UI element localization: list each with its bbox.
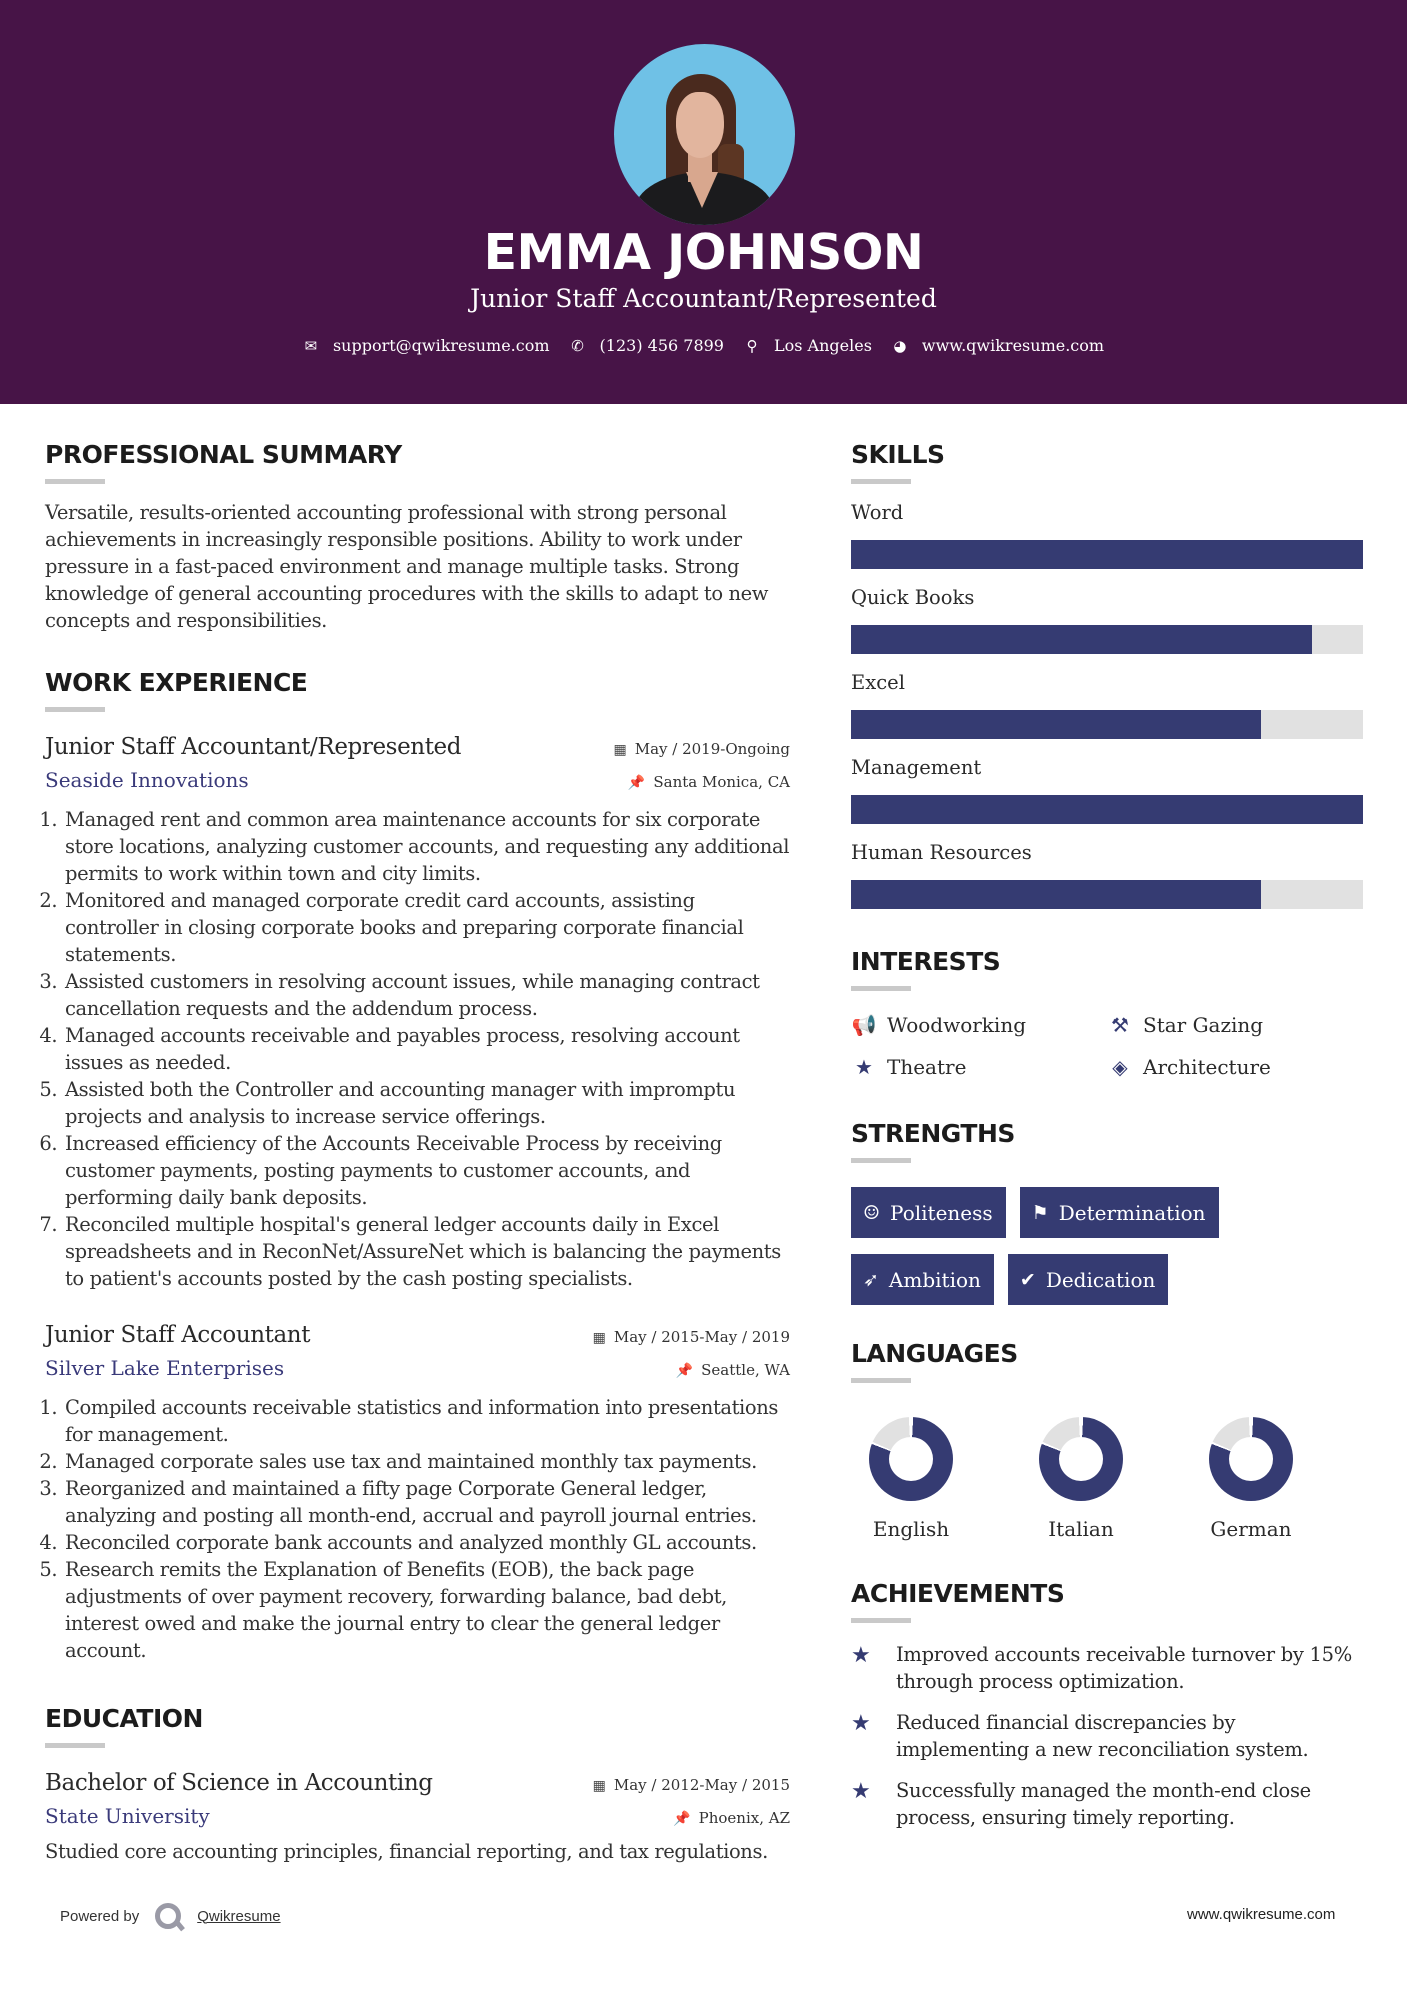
shooting-star-icon: ★ <box>851 1779 871 1804</box>
section-heading: STRENGTHS <box>851 1119 1015 1148</box>
list-item: 2. Monitored and managed corporate credit card accounts, assisting controller in closing corporate books and preparing corporate financial statements. <box>63 887 790 968</box>
list-item: 4. Reconciled corporate bank accounts and analyzed monthly GL accounts. <box>63 1529 790 1556</box>
calendar-icon: ▦ <box>592 1330 606 1346</box>
list-item: 3. Reorganized and maintained a fifty page Corporate General ledger, analyzing and posting all month-end, accrual and payroll journal entries. <box>63 1475 790 1529</box>
contact-email[interactable] <box>303 336 550 355</box>
language-donut-chart <box>1209 1417 1293 1501</box>
language-donut-chart <box>869 1417 953 1501</box>
company-name: Seaside Innovations <box>45 768 249 792</box>
pushpin-icon: 📌 <box>675 1363 694 1379</box>
strength-chip: ✔ Dedication <box>1008 1254 1168 1305</box>
achievement-item: ★ Successfully managed the month-end close process, ensuring timely reporting. <box>851 1779 1311 1829</box>
list-item: 3. Assisted customers in resolving account issues, while managing contract cancellation requests and the addendum process. <box>63 968 790 1022</box>
skill-label: Management <box>851 756 982 779</box>
bullhorn-icon: 📢 <box>851 1013 877 1037</box>
skills-section <box>851 440 1363 909</box>
list-item: 5. Assisted both the Controller and accounting manager with impromptu projects and analysis to increase service offerings. <box>63 1076 790 1130</box>
contact-website[interactable] <box>892 336 1104 355</box>
list-item: 1. Compiled accounts receivable statistics and information into presentations for management. <box>63 1394 790 1448</box>
phone-icon: ✆ <box>571 336 584 355</box>
skills-list <box>851 501 1363 909</box>
left-column <box>45 440 790 1863</box>
strengths-section <box>851 1119 1363 1305</box>
job-entry <box>45 1322 790 1664</box>
achievements-list <box>851 1641 1363 1831</box>
shooting-star-icon: ★ <box>851 1643 871 1668</box>
skill-label: Quick Books <box>851 586 975 609</box>
achievement-item: ★ Improved accounts receivable turnover by 15% through process optimization. <box>851 1643 1352 1693</box>
interest-item: ⚒ Star Gazing <box>1107 1013 1363 1037</box>
section-heading: LANGUAGES <box>851 1339 1018 1368</box>
heading-underline <box>45 707 105 712</box>
pushpin-icon: 📌 <box>627 775 646 791</box>
rocket-icon: ➶ <box>863 1268 879 1291</box>
language-item <box>1021 1417 1191 1541</box>
qwikresume-link[interactable]: Qwikresume <box>197 1907 281 1925</box>
star-icon: ★ <box>855 1055 873 1079</box>
right-column <box>851 440 1363 1845</box>
skill-bar <box>851 880 1363 909</box>
achievements-section <box>851 1579 1363 1831</box>
interest-item: ◈ Architecture <box>1107 1055 1363 1079</box>
skill-bar-fill <box>851 710 1261 739</box>
pushpin-icon: 📌 <box>673 1811 691 1827</box>
skill-bar-fill <box>851 795 1363 824</box>
skill-label: Word <box>851 501 904 524</box>
calendar-icon: ▦ <box>613 742 627 758</box>
job-title: Junior Staff Accountant <box>45 1322 311 1348</box>
skill-bar-fill <box>851 880 1261 909</box>
calendar-icon: ▦ <box>592 1778 606 1794</box>
language-item <box>1191 1417 1361 1541</box>
smile-icon: ☺ <box>863 1201 881 1224</box>
language-item <box>851 1417 1021 1541</box>
language-donut-chart <box>1039 1417 1123 1501</box>
language-label: German <box>1210 1517 1292 1541</box>
job-bullets <box>45 1394 790 1664</box>
education-entry <box>45 1770 790 1863</box>
heading-underline <box>45 1743 105 1748</box>
powered-by-label: Powered by <box>60 1907 140 1925</box>
skill-label: Excel <box>851 671 905 694</box>
job-bullets <box>45 806 790 1292</box>
experience-section <box>45 668 790 1664</box>
heading-underline <box>851 479 911 484</box>
map-marker-icon: ⚲ <box>746 336 758 355</box>
strength-chip: ☺ Politeness <box>851 1187 1006 1238</box>
education-description: Studied core accounting principles, financial reporting, and tax regulations. <box>45 1840 768 1863</box>
section-heading: WORK EXPERIENCE <box>45 668 308 697</box>
languages-section <box>851 1339 1363 1541</box>
strength-chip: ➶ Ambition <box>851 1254 994 1305</box>
candidate-title: Junior Staff Accountant/Represented <box>470 284 937 313</box>
website-text: www.qwikresume.com <box>921 336 1105 355</box>
heading-underline <box>851 986 911 991</box>
footer-url[interactable]: www.qwikresume.com <box>1187 1906 1336 1923</box>
skill-bar <box>851 710 1363 739</box>
interests-section <box>851 947 1363 1079</box>
company-name: Silver Lake Enterprises <box>45 1356 285 1380</box>
job-location: 📌 Seattle, WA <box>675 1361 790 1379</box>
job-title: Junior Staff Accountant/Represented <box>45 734 462 760</box>
section-heading: INTERESTS <box>851 947 1001 976</box>
skill-bar <box>851 795 1363 824</box>
skill-bar <box>851 540 1363 569</box>
contact-bar <box>0 336 1407 355</box>
education-section <box>45 1704 790 1863</box>
skill-bar <box>851 625 1363 654</box>
flag-icon: ⚑ <box>1031 1201 1049 1224</box>
language-label: English <box>872 1517 950 1541</box>
list-item: 4. Managed accounts receivable and payables process, resolving account issues as needed. <box>63 1022 790 1076</box>
skill-bar-fill <box>851 625 1312 654</box>
job-location: 📌 Santa Monica, CA <box>627 773 790 791</box>
resume-header <box>0 0 1407 404</box>
list-item: 5. Research remits the Explanation of Benefits (EOB), the back page adjustments of over payment recovery, forwarding balance, bad debt, interest owed and make the journal entry to clear the general ledger account. <box>63 1556 790 1664</box>
skill-label: Human Resources <box>851 841 1032 864</box>
list-item: 6. Increased efficiency of the Accounts Receivable Process by receiving customer payments, posting payments to customer accounts, and performing daily bank deposits. <box>63 1130 790 1211</box>
achievement-item: ★ Reduced financial discrepancies by implementing a new reconciliation system. <box>851 1711 1309 1761</box>
job-date: ▦ May / 2019-Ongoing <box>613 740 790 758</box>
email-text: support@qwikresume.com <box>332 336 550 355</box>
list-item: 2. Managed corporate sales use tax and maintained monthly tax payments. <box>63 1448 790 1475</box>
education-date: ▦ May / 2012-May / 2015 <box>592 1776 790 1794</box>
list-item: 7. Reconciled multiple hospital's general ledger accounts daily in Excel spreadsheets and in ReconNet/AssureNet which is balancing the payments to patient's accounts posted by the cash posting specialists. <box>63 1211 790 1292</box>
interest-item: ★ Theatre <box>851 1055 1107 1079</box>
gavel-icon: ⚒ <box>1111 1013 1129 1037</box>
check-circle-icon: ✔ <box>1019 1268 1036 1291</box>
heading-underline <box>45 479 105 484</box>
candidate-name: EMMA JOHNSON <box>483 224 924 281</box>
interests-grid <box>851 1013 1363 1079</box>
summary-text: Versatile, results-oriented accounting professional with strong personal achievements in increasingly responsible positions. Ability to work under pressure in a fast-paced environment and manage multiple tasks. Strong knowledge of general accounting procedures with the skills to adapt to new concepts and responsibilities. <box>45 501 769 632</box>
section-heading: PROFESSIONAL SUMMARY <box>45 440 402 469</box>
location-text: Los Angeles <box>773 336 872 355</box>
ticket-icon: ◈ <box>1112 1055 1128 1079</box>
education-location: 📌 Phoenix, AZ <box>673 1809 790 1827</box>
list-item: 1. Managed rent and common area maintenance accounts for six corporate store locations, analyzing customer accounts, and requesting any additional permits to work within town and city limits. <box>63 806 790 887</box>
job-date: ▦ May / 2015-May / 2019 <box>592 1328 790 1346</box>
envelope-icon: ✉ <box>304 336 318 355</box>
heading-underline <box>851 1158 911 1163</box>
contact-phone[interactable] <box>570 336 724 355</box>
section-heading: SKILLS <box>851 440 945 469</box>
strength-chip: ⚑ Determination <box>1020 1187 1219 1238</box>
languages-list <box>851 1417 1363 1541</box>
contact-location <box>744 336 872 355</box>
phone-text: (123) 456 7899 <box>599 336 724 355</box>
shooting-star-icon: ★ <box>851 1711 871 1736</box>
profile-photo <box>614 44 795 225</box>
language-label: Italian <box>1048 1517 1114 1541</box>
powered-by <box>60 1903 281 1929</box>
skill-bar-fill <box>851 540 1363 569</box>
degree-title: Bachelor of Science in Accounting <box>45 1770 433 1796</box>
interest-item: 📢 Woodworking <box>851 1013 1027 1037</box>
job-entry <box>45 734 790 1292</box>
section-heading: ACHIEVEMENTS <box>851 1579 1065 1608</box>
heading-underline <box>851 1378 911 1383</box>
strengths-chips <box>851 1187 1271 1305</box>
summary-section <box>45 440 790 634</box>
section-heading: EDUCATION <box>45 1704 203 1733</box>
globe-icon: ◕ <box>893 336 907 355</box>
qwikresume-logo-icon <box>155 1903 181 1929</box>
heading-underline <box>851 1618 911 1623</box>
school-name: State University <box>45 1804 210 1828</box>
